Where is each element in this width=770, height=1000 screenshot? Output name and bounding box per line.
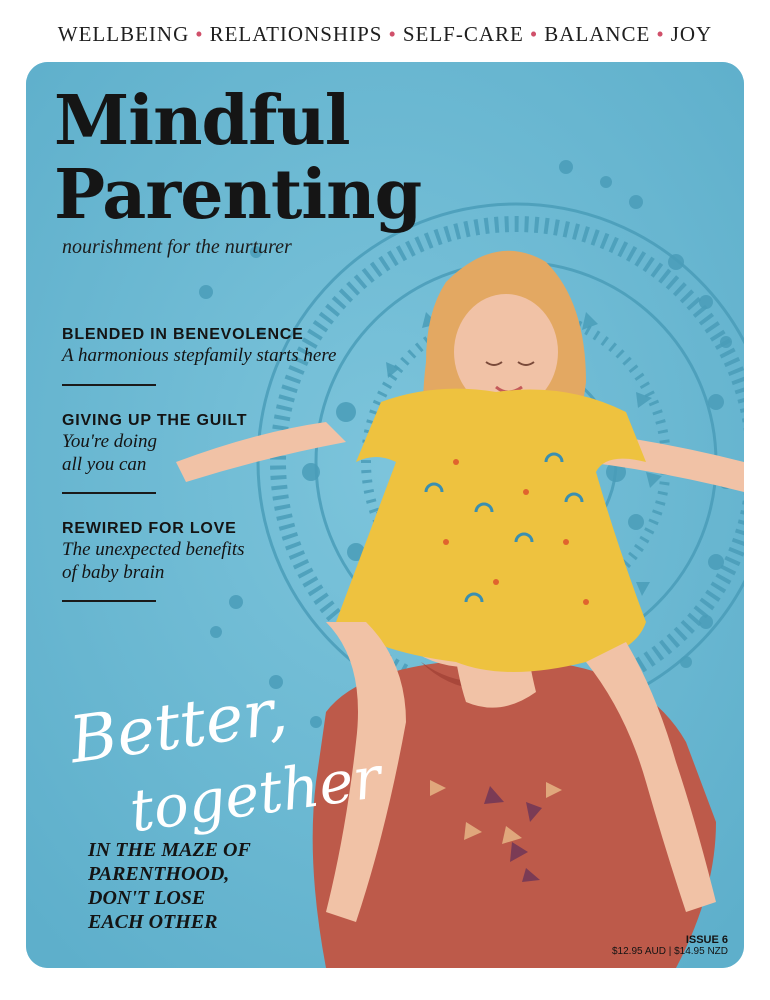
divider-rule <box>62 600 156 602</box>
cover-line-2: PARENTHOOD, <box>88 863 230 885</box>
issue-number: ISSUE 6 <box>685 934 728 946</box>
story-heading: REWIRED FOR LOVE <box>62 520 237 537</box>
feature-script-line-2: together <box>125 742 386 846</box>
masthead-tagline: nourishment for the nurturer <box>62 236 292 258</box>
masthead-line-2: Parenting <box>54 155 422 235</box>
topic-tags <box>0 22 770 47</box>
story-heading: GIVING UP THE GUILT <box>62 412 248 429</box>
cover-line-3: DON'T LOSE <box>88 887 206 909</box>
separator-dot: • <box>388 22 397 46</box>
issue-info <box>612 934 728 957</box>
story-subtitle-line-2: of baby brain <box>62 562 165 583</box>
separator-dot: • <box>195 22 204 46</box>
magazine-cover <box>26 62 744 968</box>
cover-price: $12.95 AUD | $14.95 NZD <box>612 946 728 957</box>
feature-cover-line <box>88 838 348 934</box>
tag: SELF-CARE <box>402 22 524 46</box>
story-subtitle-line-1: The unexpected benefits <box>62 539 245 560</box>
cover-line-1: IN THE MAZE OF <box>88 839 251 861</box>
tag: WELLBEING <box>57 22 190 46</box>
cover-line-4: EACH OTHER <box>88 911 218 933</box>
tag: JOY <box>670 22 713 46</box>
story-heading: BLENDED IN BENEVOLENCE <box>62 326 304 343</box>
cover-story-1 <box>62 326 402 367</box>
tag: RELATIONSHIPS <box>209 22 383 46</box>
story-subtitle: A harmonious stepfamily starts here <box>62 345 337 366</box>
masthead-line-1: Mindful <box>54 81 350 161</box>
masthead-title <box>54 81 422 235</box>
tag: BALANCE <box>544 22 651 46</box>
story-subtitle-line-2: all you can <box>62 454 147 475</box>
divider-rule <box>62 492 156 494</box>
cover-story-3 <box>62 520 402 584</box>
divider-rule <box>62 384 156 386</box>
cover-story-2 <box>62 412 402 476</box>
story-subtitle-line-1: You're doing <box>62 431 158 452</box>
separator-dot: • <box>656 22 665 46</box>
separator-dot: • <box>529 22 539 46</box>
feature-script-line-1: Better, <box>65 674 292 779</box>
